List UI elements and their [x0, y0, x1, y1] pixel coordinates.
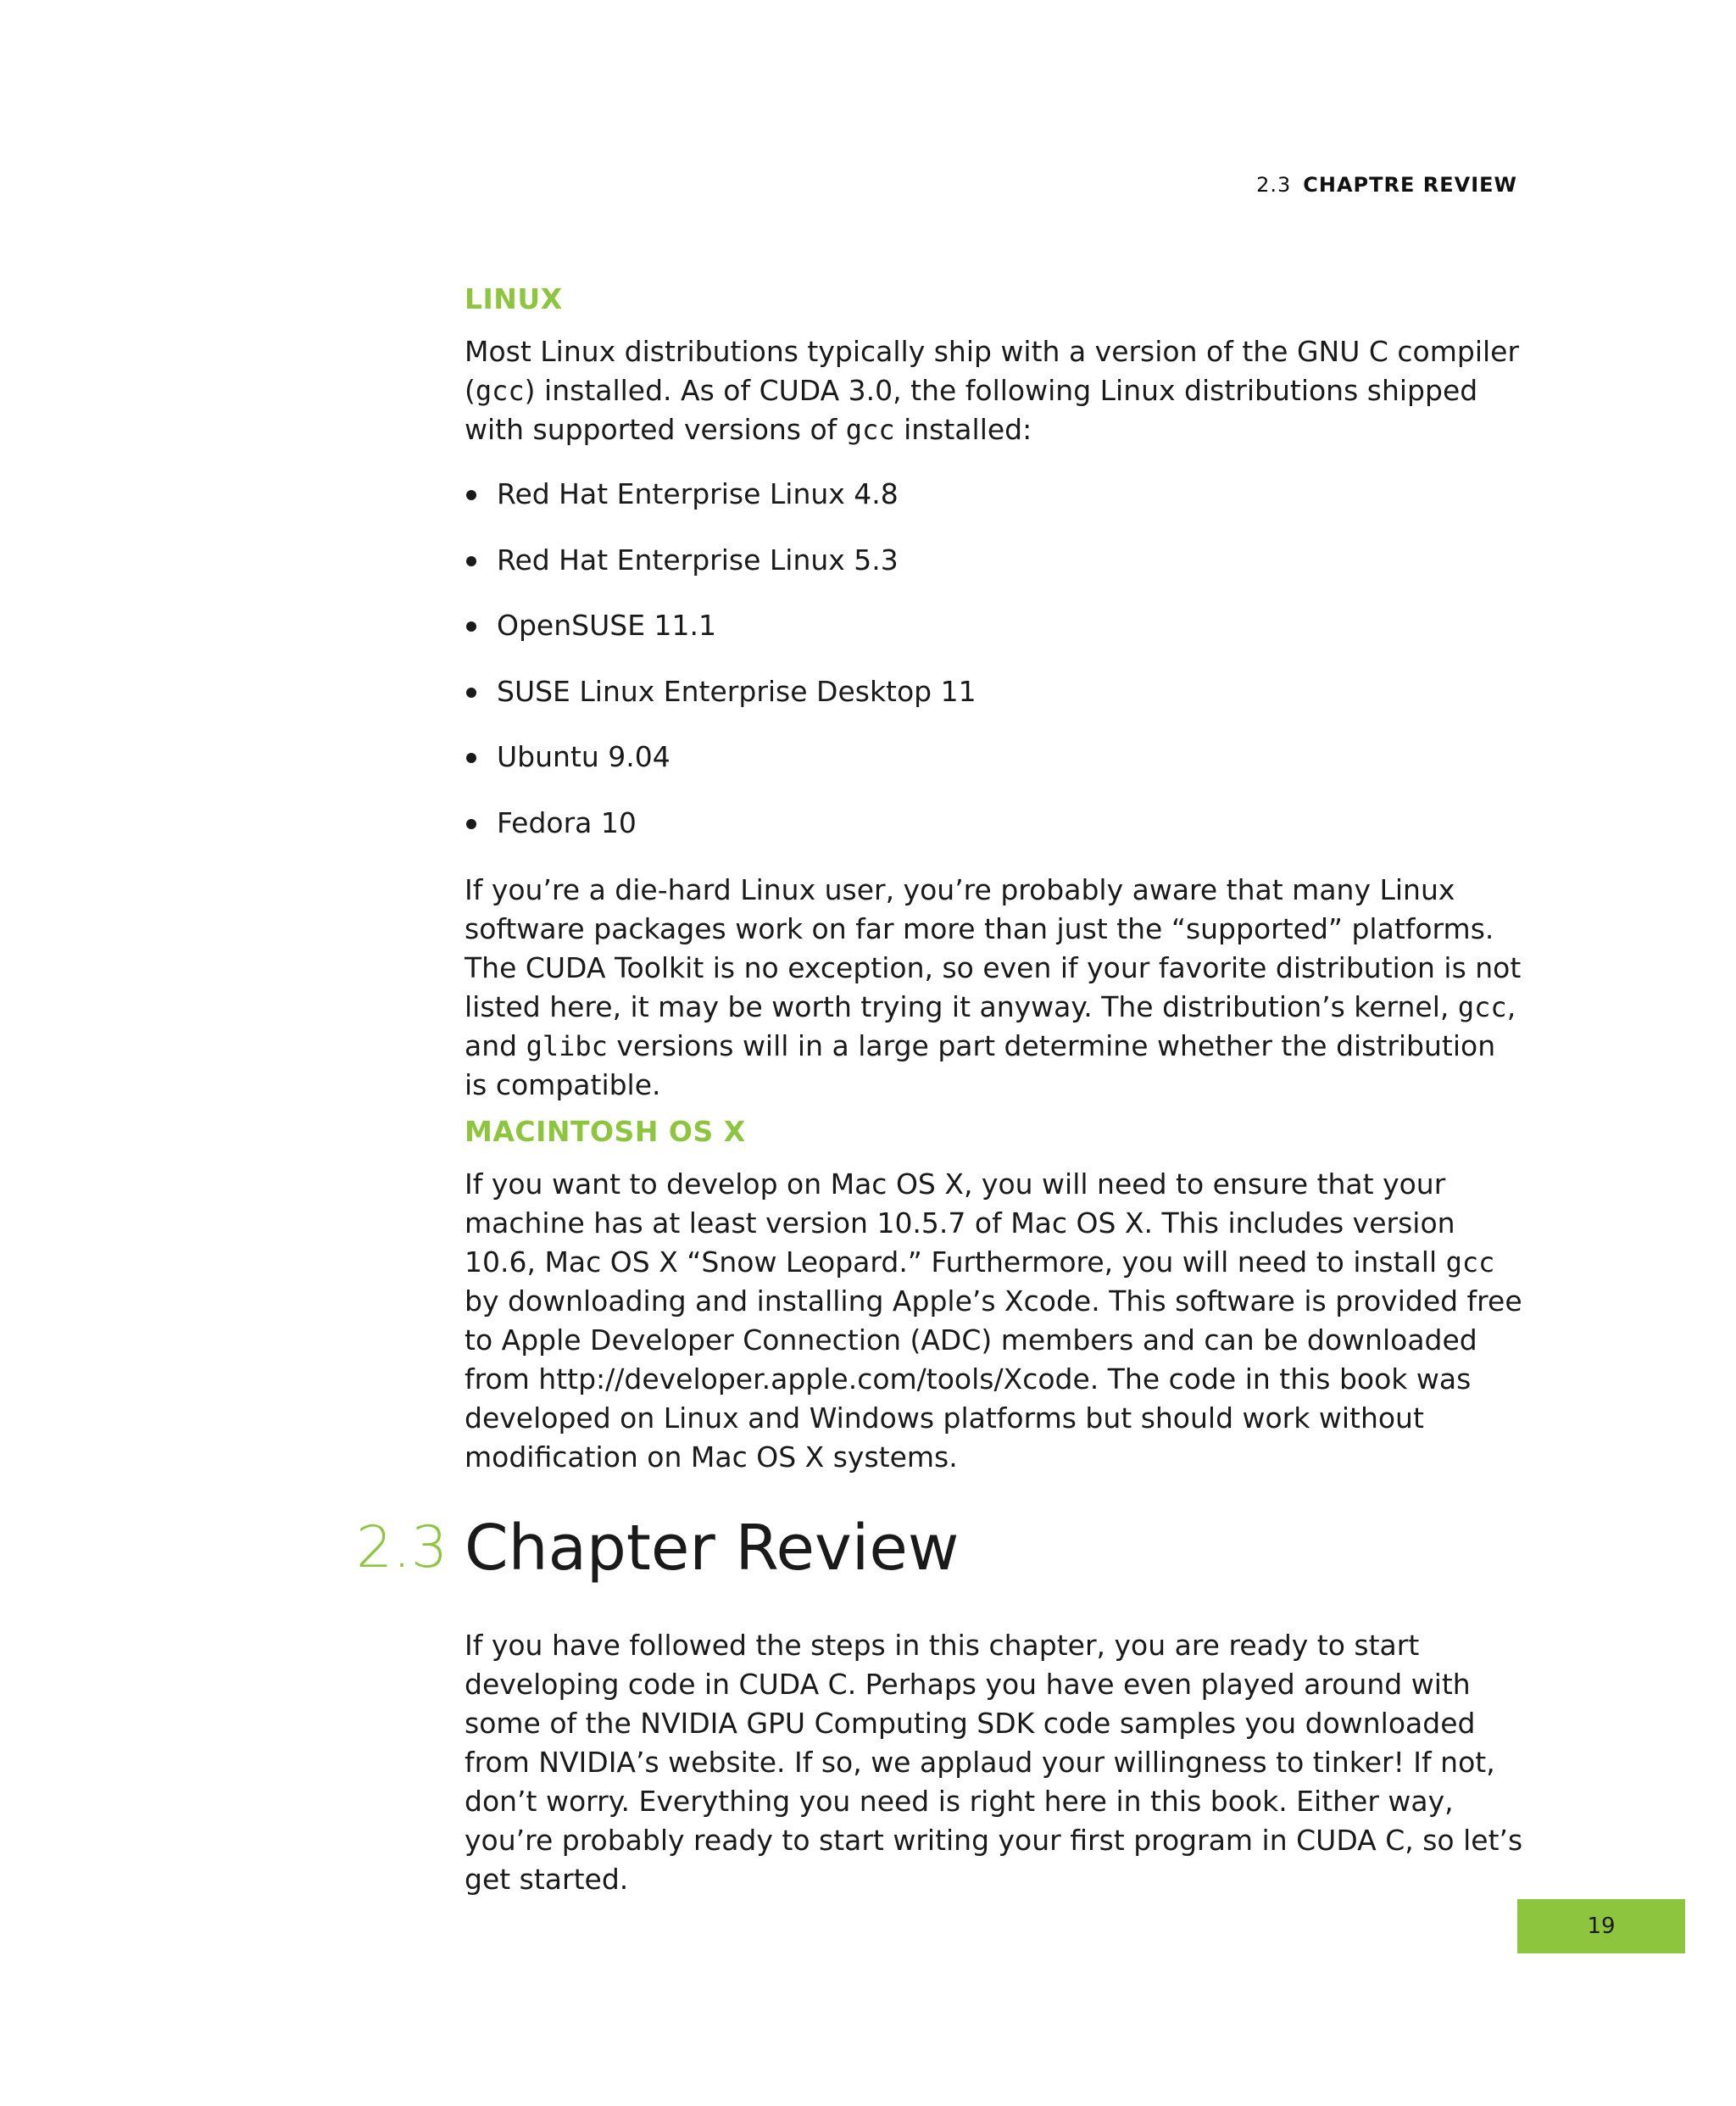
text-run: . The code in this book was developed on Linux and Windows platforms but should work without modification on Mac OS X systems. [465, 1362, 1472, 1474]
list-item [465, 541, 976, 607]
linux-intro-paragraph [465, 332, 1524, 449]
mac-paragraph [465, 1165, 1524, 1477]
text-run: Most Linux distributions typically ship with a version of the GNU C compiler ( [465, 335, 1520, 407]
text-run: installed: [894, 413, 1032, 446]
code-gcc: gcc [1457, 991, 1507, 1023]
bullet-icon [466, 688, 476, 698]
bullet-icon [466, 753, 476, 763]
list-item [465, 738, 976, 804]
text-run: If you want to develop on Mac OS X, you will need to ensure that your machine has at least version 10.5.7 of Mac OS X. This includes version 10.6, Mac OS X “Snow Leopard.” Furthermore, you will need to install [465, 1167, 1455, 1279]
distribution-list [465, 475, 976, 869]
mac-heading: MACINTOSH OS X [465, 1115, 746, 1148]
linux-outro-paragraph [465, 871, 1524, 1105]
running-head-section-number: 2.3 [1256, 173, 1292, 197]
bullet-icon [466, 556, 476, 566]
section-title: Chapter Review [465, 1512, 960, 1585]
page-number: 19 [1587, 1914, 1616, 1939]
review-paragraph [465, 1626, 1524, 1899]
code-gcc: gcc [1445, 1246, 1495, 1279]
text-run: by downloading and installing Apple’s Xcode. This software is provided free to Apple Developer Connection (ADC) members and can be downloaded from [465, 1284, 1522, 1396]
code-glibc: glibc [526, 1030, 608, 1062]
bullet-icon [466, 490, 476, 500]
xcode-url-link[interactable]: http://developer.apple.com/tools/Xcode [538, 1362, 1090, 1396]
bullet-icon [466, 621, 476, 632]
text-run: , and [465, 990, 1516, 1062]
linux-heading: LINUX [465, 282, 563, 315]
bullet-icon [466, 819, 476, 829]
list-item-text: OpenSUSE 11.1 [497, 609, 717, 642]
list-item [465, 606, 976, 672]
text-run: versions will in a large part determine whether the distribution is compatible. [465, 1029, 1496, 1101]
list-item [465, 804, 976, 870]
list-item-text: Fedora 10 [497, 805, 637, 839]
list-item-text: Red Hat Enterprise Linux 5.3 [497, 543, 899, 577]
page-number-tab [1517, 1899, 1685, 1953]
list-item-text: Ubuntu 9.04 [497, 740, 670, 773]
running-head [1085, 173, 1517, 197]
review-text: If you have followed the steps in this chapter, you are ready to start developing code in CUDA C. Perhaps you have even played around with some of the NVIDIA GPU Computing SDK code samples you downloaded from NVIDIA’s website. If so, we applaud your willingness to tinker! If not, don’t worry. Everything you need is right here in this book. Either way, you’re probably ready to start writing your first program in CUDA C, so let’s get started. [465, 1629, 1523, 1896]
text-run: If you’re a die-hard Linux user, you’re probably aware that many Linux software packages work on far more than just the “supported” platforms. The CUDA Toolkit is no exception, so even if your favorite distribution is not listed here, it may be worth trying it anyway. The distribution’s kernel, [465, 873, 1522, 1023]
code-gcc: gcc [475, 375, 525, 407]
running-head-section-title: CHAPTRE REVIEW [1303, 173, 1517, 197]
list-item [465, 672, 976, 738]
text-run: ) installed. As of CUDA 3.0, the following Linux distributions shipped with supported versions of [465, 374, 1478, 446]
section-number: 2.3 [356, 1514, 448, 1581]
list-item [465, 475, 976, 541]
list-item-text: Red Hat Enterprise Linux 4.8 [497, 477, 899, 510]
code-gcc: gcc [845, 414, 895, 446]
list-item-text: SUSE Linux Enterprise Desktop 11 [497, 674, 976, 708]
